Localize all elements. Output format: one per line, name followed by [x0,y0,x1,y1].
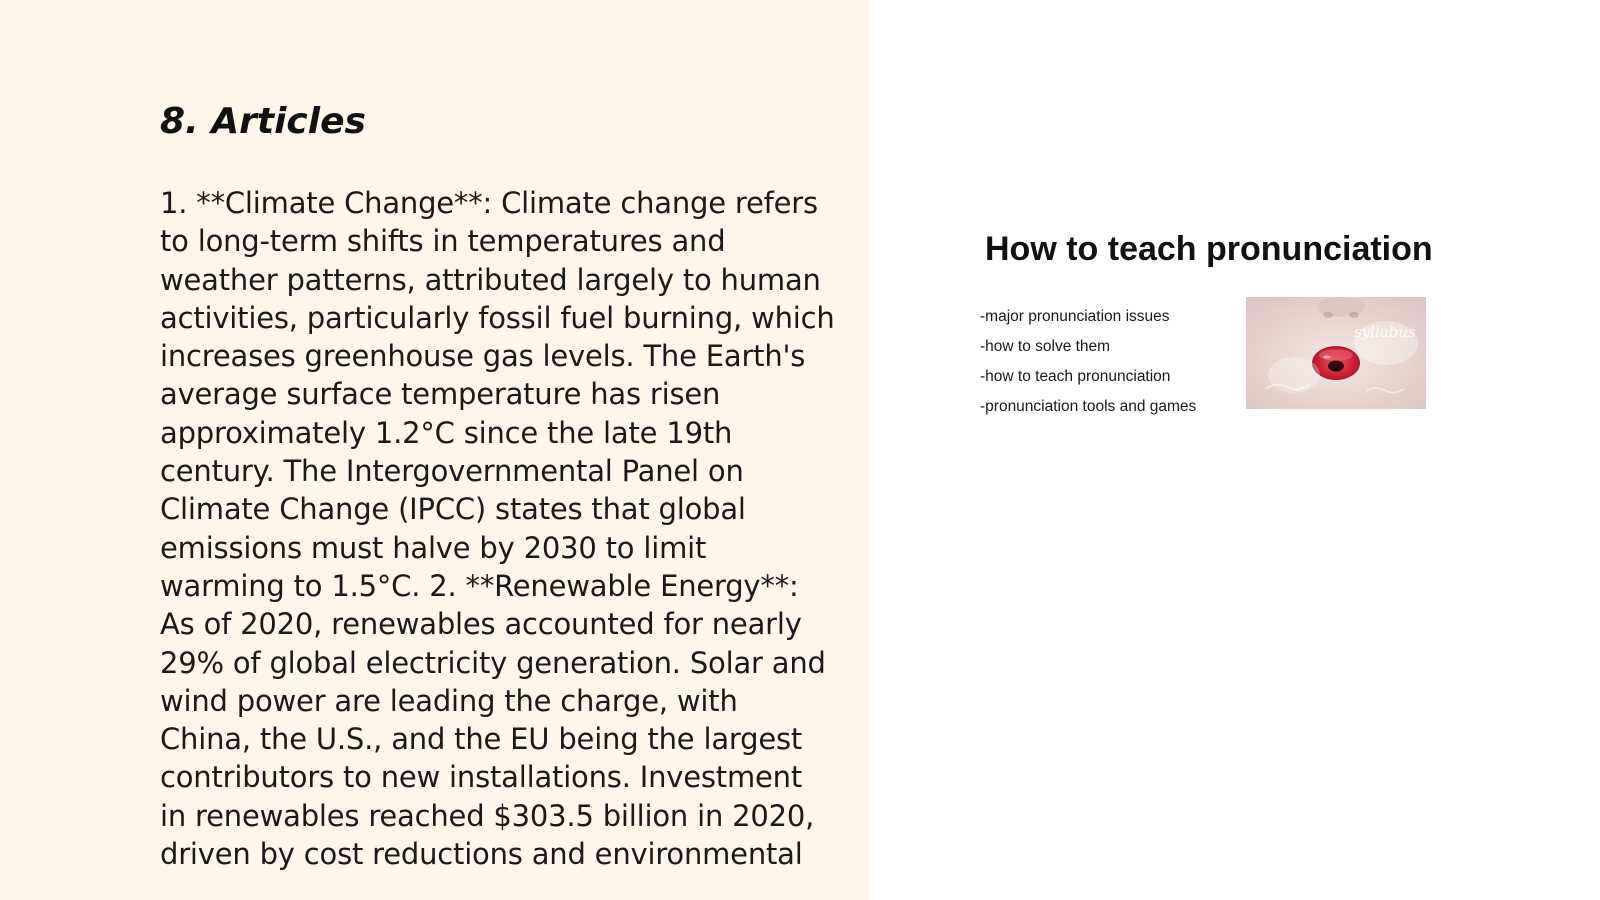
lips-illustration [1246,297,1426,409]
bullet-item-issues: -major pronunciation issues [980,308,1170,325]
embedded-slide-title: How to teach pronunciation [985,230,1433,268]
article-body-text: 1. **Climate Change**: Climate change refers to long-term shifts in temperatures and weather patterns, attributed largely to human activities, particularly fossil fuel burning, which increases greenhouse gas levels. The Earth's average surface temperature has risen approximately 1.2°C since the late 19th century. The Intergovernmental Panel on Climate Change (IPCC) states that global emissions must halve by 2030 to limit warming to 1.5°C. 2. **Renewable Energy**: As of 2020, renewables accounted for nearly 29% of global electricity generation. Solar and wind power are leading the charge, with China, the U.S., and the EU being the largest contributors to new installations. Investment in renewables reached $303.5 billion in 2020, driven by cost reductions and environmental [160,186,835,872]
lips-image-overlay-text: syllabus [1354,323,1416,341]
embedded-slide-panel [870,0,1600,900]
section-heading: 8. Articles [160,101,366,142]
bullet-item-solve: -how to solve them [980,338,1111,355]
embedded-slide-thumbnail [980,220,1440,420]
embedded-bullet-list [980,302,1196,422]
bullet-item-tools: -pronunciation tools and games [980,398,1197,415]
bullet-item-teach: -how to teach pronunciation [980,368,1171,385]
lips-photo-image [1246,297,1426,409]
